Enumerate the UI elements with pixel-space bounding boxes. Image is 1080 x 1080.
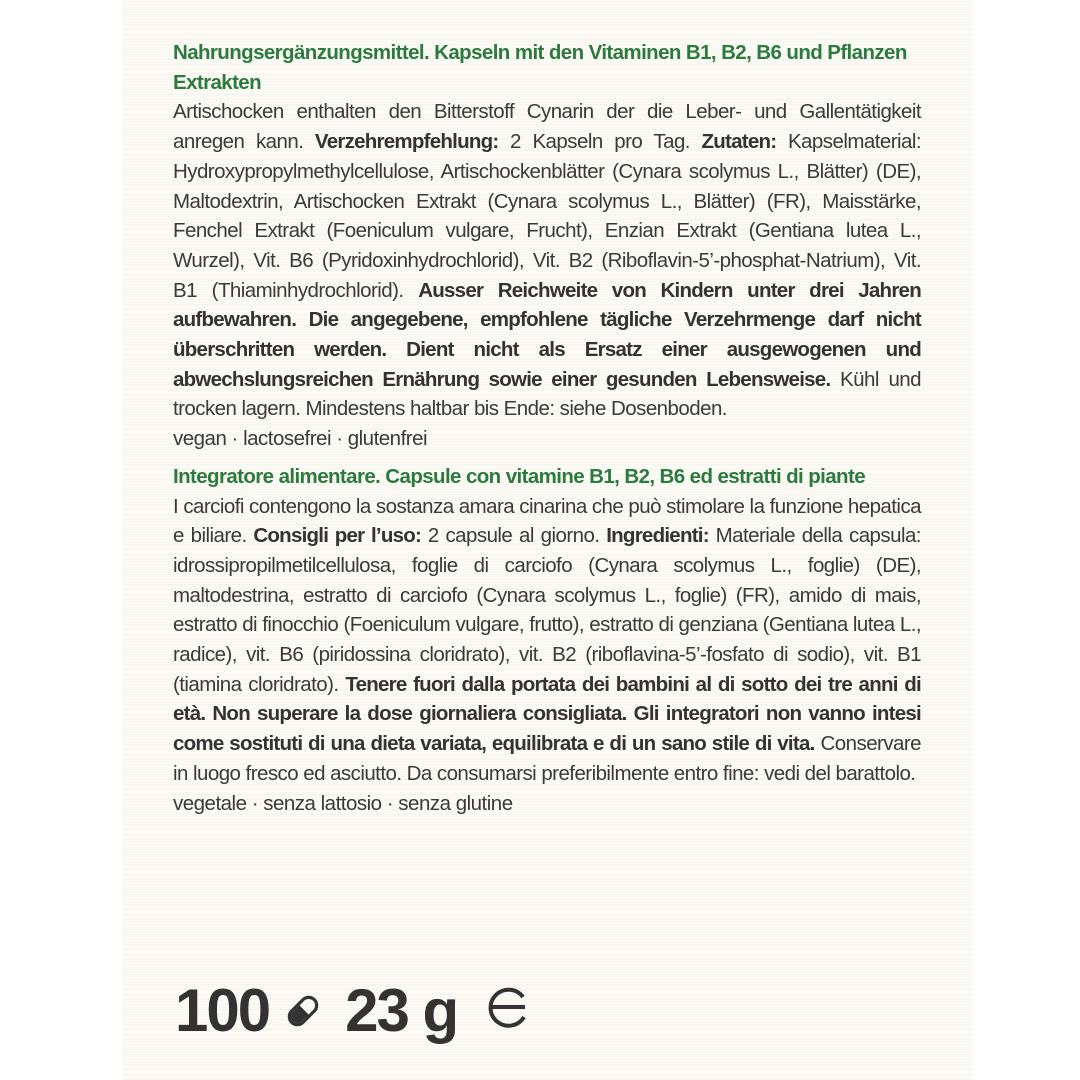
italian-intro: I carciofi contengono la sostanza amara cinarina che può stimolare la funzione hepatica e biliare. bbox=[173, 494, 921, 548]
german-storage: Kühl und trocken lagern. Mindestens haltbar bis Ende: siehe Dosenboden. bbox=[173, 367, 921, 421]
german-warning: Ausser Reichweite von Kindern unter drei Jahren aufbewahren. Die angegebene, empfohlene tägliche Verzehrmenge darf nicht überschritten werden. Dient nicht als Ersatz einer ausgewogenen und abwechslungsreichen Ernährung sowie einer gesunden Lebensweise. bbox=[173, 278, 921, 391]
italian-warning: Tenere fuori dalla portata dei bambini al di sotto dei tre anni di età. Non superare la dose giornaliera consigliata. Gli integratori non vanno intesi come sostituti di una dieta variata, equilibrata e di un sano stile di vita. bbox=[173, 672, 921, 756]
german-intro: Artischocken enthalten den Bitterstoff Cynarin der die Leber- und Gallentätigkeit anregen kann. bbox=[173, 100, 921, 154]
capsule-icon bbox=[283, 976, 323, 1045]
italian-storage: Conservare in luogo fresco ed asciutto. Da consumarsi preferibilmente entro fine: vedi del barattolo. bbox=[173, 732, 921, 785]
german-heading: Nahrungsergänzungsmittel. Kapseln mit den Vitaminen B1, B2, B6 und Pflanzen Extrakten bbox=[173, 41, 907, 94]
german-dosage-text: 2 Kapseln pro Tag. bbox=[510, 130, 690, 154]
german-ingredients: Kapselmaterial: Hydroxypropylmethylcellulose, Artischockenblätter (Cynara scolymus L., Blätter) (DE), Maltodextrin, Artischocken Extrakt (Cynara scolymus L., Blätter) (FR), Maisstärke, Fenchel Extrakt (Foeniculum vulgare, Frucht), Enzian Extrakt (Gentiana lutea L., Wurzel), Vit. B6 (Pyridoxinhydrochlorid), Vit. B2 (Riboflavin-5’-phosphat-Natrium), Vit. B1 (Thiaminhydrochlorid). bbox=[173, 130, 921, 302]
italian-section bbox=[173, 462, 921, 818]
quantity-footer bbox=[175, 975, 531, 1045]
italian-body bbox=[173, 492, 921, 789]
e-mark-icon bbox=[483, 976, 531, 1045]
net-weight: 23 g bbox=[345, 976, 458, 1044]
german-section bbox=[173, 38, 921, 454]
italian-ingredients: Materiale della capsula: idrossipropilmetilcellulosa, foglie di carciofo (Cynara scolymus L., foglie) (DE), maltodestrina, estratto di carciofo (Cynara scolymus L., foglie) (FR), amido di mais, estratto di finocchio (Foeniculum vulgare, frutto), estratto di genziana (Gentiana lutea L., radice), vit. B6 (piridossina cloridrato), vit. B2 (riboflavina-5’-fosfato di sodio), vit. B1 (tiamina cloridrato). bbox=[173, 524, 921, 696]
italian-heading: Integratore alimentare. Capsule con vitamine B1, B2, B6 ed estratti di piante bbox=[173, 464, 866, 488]
german-ingredients-label: Zutaten: bbox=[701, 130, 777, 154]
german-body bbox=[173, 97, 921, 424]
italian-attributes: vegetale · senza lattosio · senza glutine bbox=[173, 791, 513, 815]
italian-dosage-text: 2 capsule al giorno. bbox=[427, 524, 600, 548]
label-text bbox=[173, 38, 921, 818]
german-dosage-label: Verzehrempfehlung: bbox=[314, 130, 499, 154]
capsule-count: 100 bbox=[175, 976, 270, 1044]
german-attributes: vegan · lactosefrei · glutenfrei bbox=[173, 427, 428, 451]
italian-ingredients-label: Ingredienti: bbox=[606, 524, 709, 548]
italian-dosage-label: Consigli per l’uso: bbox=[253, 524, 422, 548]
